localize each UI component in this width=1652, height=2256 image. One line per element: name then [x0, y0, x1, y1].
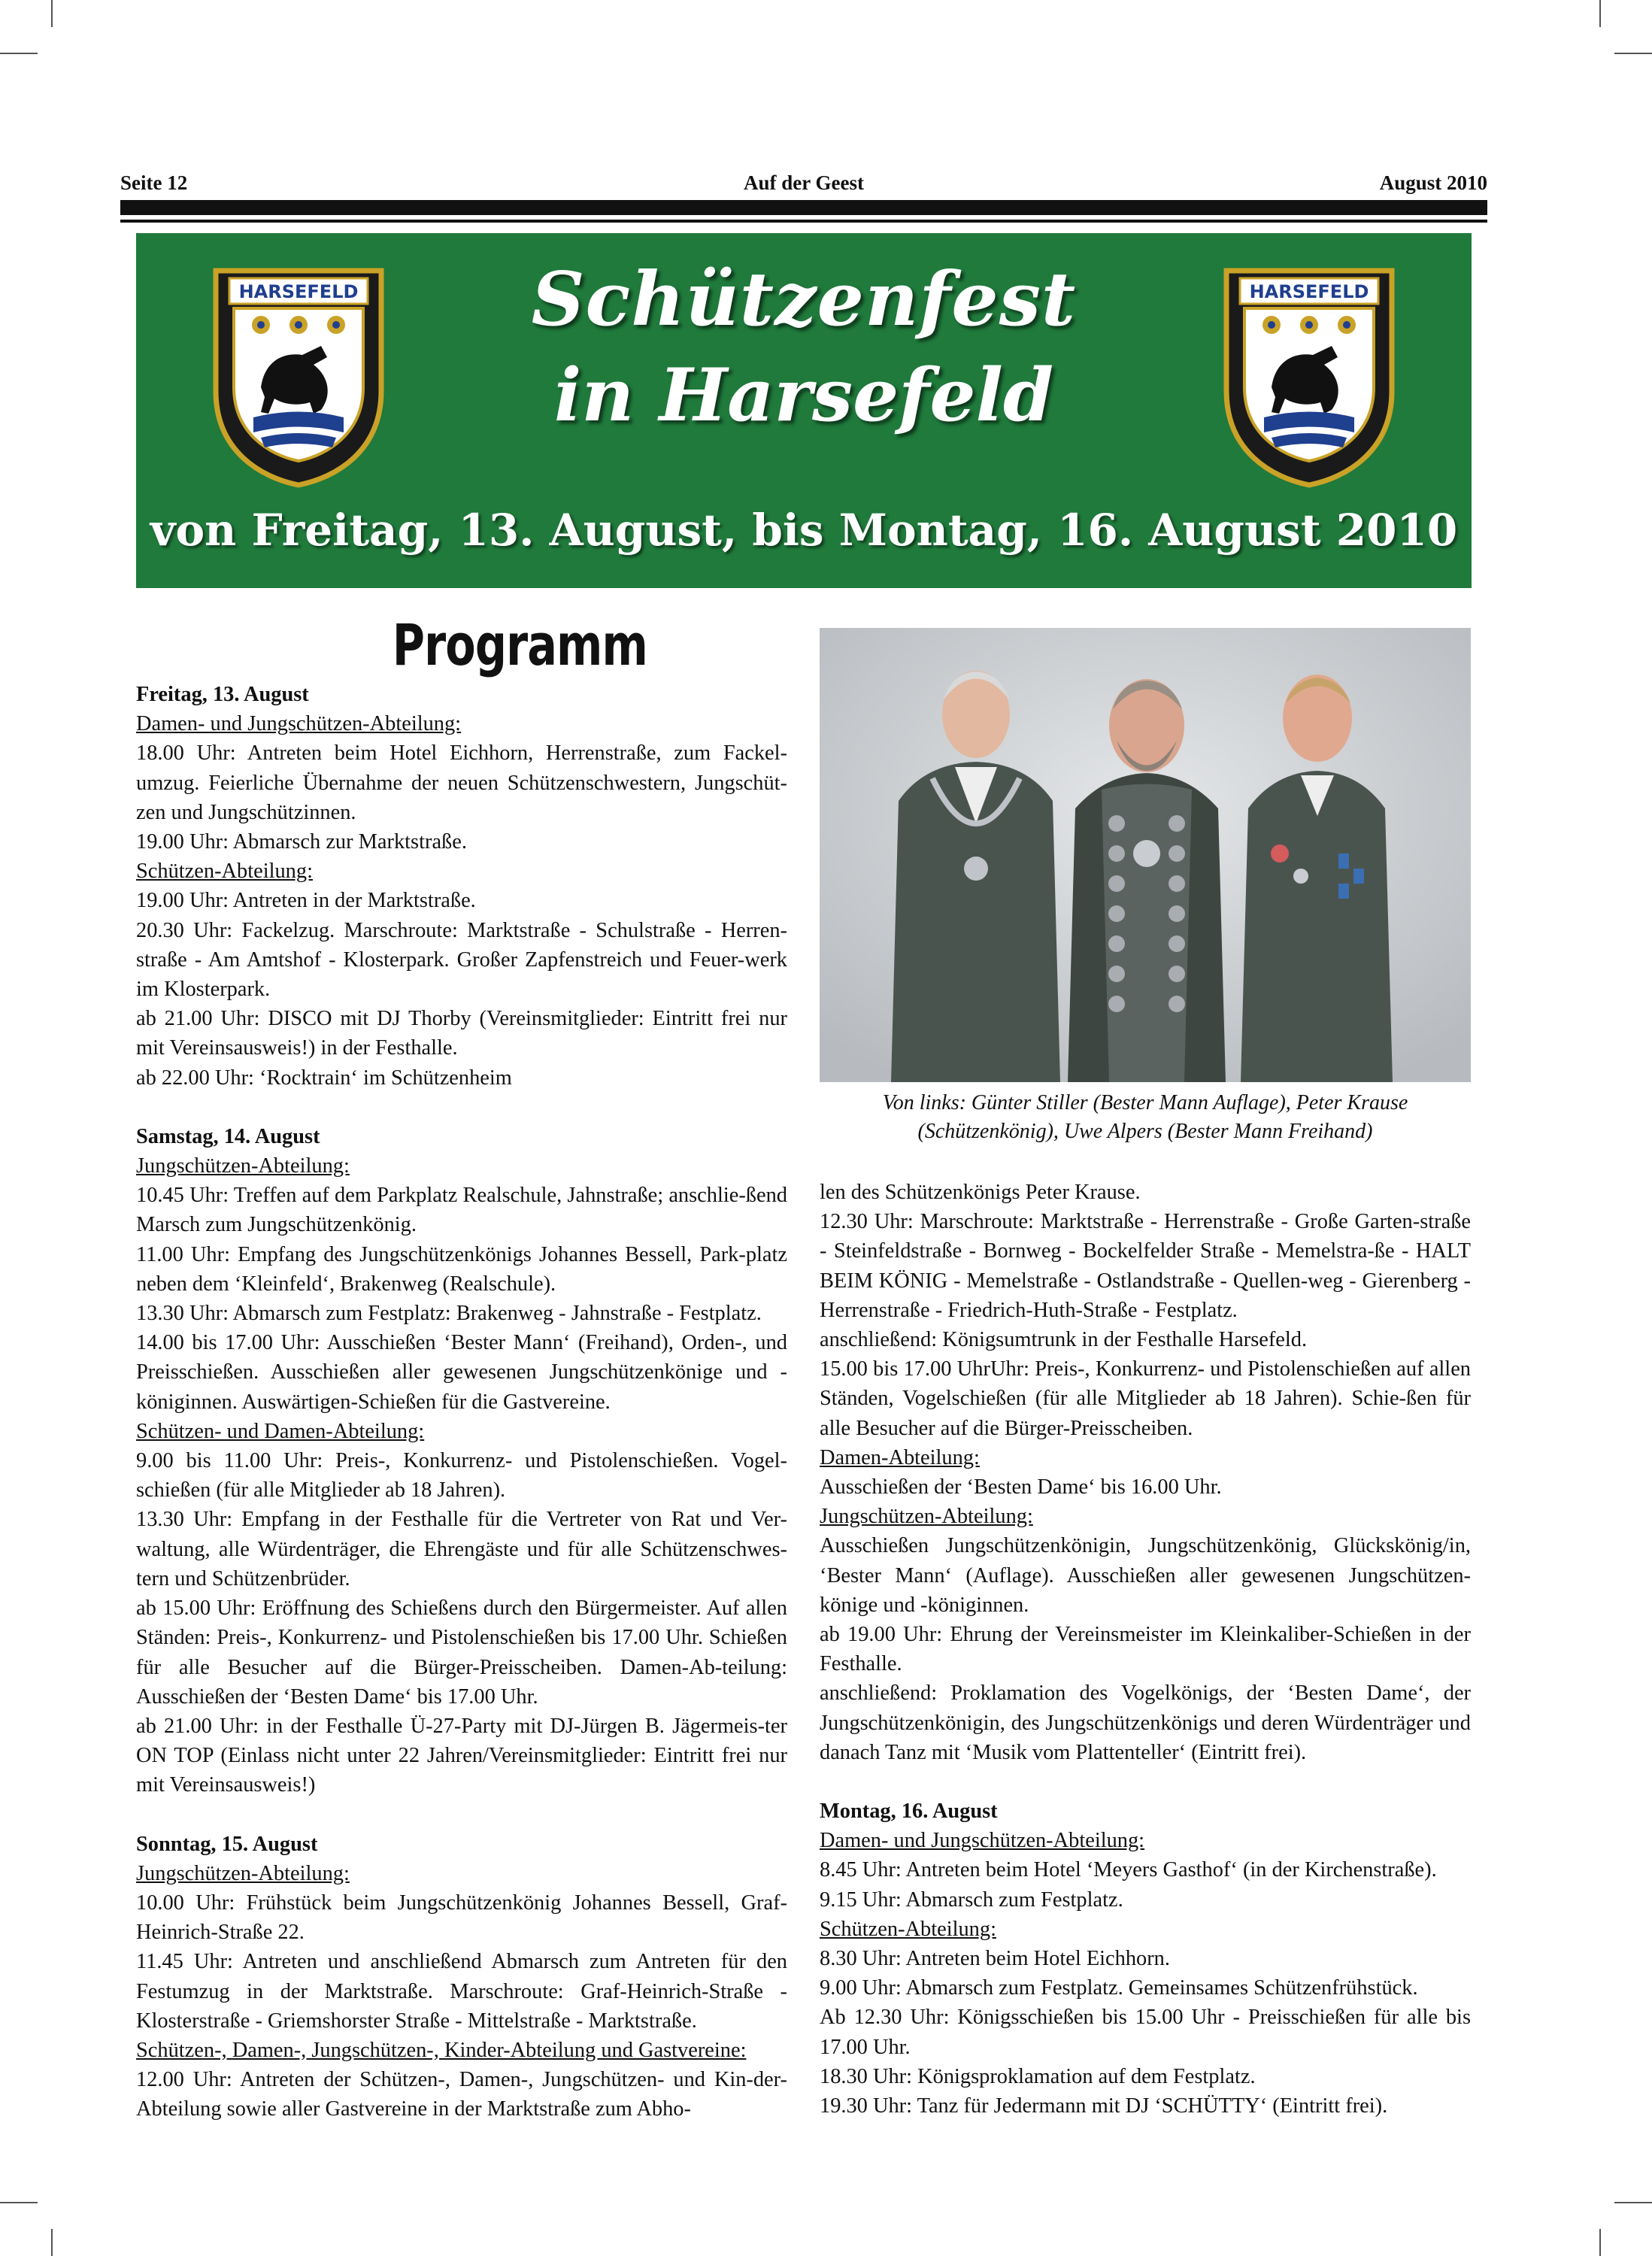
section-heading: Schützen-, Damen-, Jungschützen-, Kinder-Abteilung und Gastvereine:: [136, 2038, 747, 2062]
schedule-entry: 15.00 bis 17.00 UhrUhr: Preis-, Konkurrenz- und Pistolenschießen auf allen Ständen, Vogelschießen (für alle Mitglieder ab 18 Jahren). Schie-ßen für alle Besucher auf die Bürger-Preisscheiben.: [820, 1357, 1471, 1440]
day-heading: Montag, 16. August: [820, 1800, 998, 1824]
spacer: [136, 1800, 787, 1830]
event-banner: [136, 233, 1472, 588]
schedule-entry: anschließend: Proklamation des Vogelkönigs, der ‘Besten Dame‘, der Jungschützenkönigin, des Jungschützenkönigs und deren Würdenträger und danach Tanz mit ‘Musik vom Plattenteller‘ (Eintritt frei).: [820, 1681, 1471, 1764]
crop-mark: [1614, 53, 1652, 54]
page-number: Seite 12: [120, 171, 188, 194]
schedule-entry: 13.30 Uhr: Empfang in der Festhalle für die Vertreter von Rat und Ver-waltung, alle Würdenträger, die Ehrengäste und für alle Schützenschwes-tern und Schützenbrüder.: [136, 1508, 787, 1590]
day-heading: Samstag, 14. August: [136, 1124, 320, 1148]
schedule-entry: 9.00 Uhr: Abmarsch zum Festplatz. Gemeinsames Schützenfrühstück.: [820, 1976, 1418, 2000]
section-heading: Jungschützen-Abteilung:: [136, 1154, 350, 1178]
schedule-entry: Ausschießen Jungschützenkönigin, Jungschützenkönig, Glückskönig/in, ‘Bester Mann‘ (Auflage). Ausschießen aller gewesenen Jungschützen-könige und -königinnen.: [820, 1534, 1471, 1617]
schedule-entry: 10.45 Uhr: Treffen auf dem Parkplatz Realschule, Jahnstraße; anschlie-ßend Marsch zum Jungschützenkönig.: [136, 1184, 787, 1237]
crop-mark: [1599, 0, 1601, 27]
schedule-entry: ab 22.00 Uhr: ‘Rocktrain‘ im Schützenheim: [136, 1066, 512, 1090]
schedule-entry: len des Schützenkönigs Peter Krause.: [820, 1181, 1141, 1204]
schedule-entry: 14.00 bis 17.00 Uhr: Ausschießen ‘Bester Mann‘ (Freihand), Orden-, und Preisschießen. Ausschießen aller gewesenen Jungschützenkönige und -königinnen. Auswärtigen-Schießen für die Gastvereine.: [136, 1331, 787, 1414]
section-heading: Jungschützen-Abteilung:: [820, 1505, 1033, 1529]
schedule-entry: 19.30 Uhr: Tanz für Jedermann mit DJ ‘SCHÜTTY‘ (Eintritt frei).: [820, 2094, 1388, 2118]
schedule-entry: ab 21.00 Uhr: in der Festhalle Ü-27-Party mit DJ-Jürgen B. Jägermeis-ter ON TOP (Einlass nicht unter 22 Jahren/Vereinsmitglieder: Eintritt frei nur mit Vereinsausweis!): [136, 1714, 787, 1797]
schedule-entry: Ausschießen der ‘Besten Dame‘ bis 16.00 Uhr.: [820, 1475, 1222, 1499]
banner-title: Schützenfest: [531, 256, 1077, 343]
schedule-entry: 12.00 Uhr: Antreten der Schützen-, Damen-, Jungschützen- und Kin-der-Abteilung sowie aller Gastvereine in der Marktstraße zum Abho-: [136, 2068, 787, 2121]
header-rule: [120, 200, 1487, 215]
schedule-entry: anschließend: Königsumtrunk in der Festhalle Harsefeld.: [820, 1328, 1308, 1352]
crop-mark: [1614, 2202, 1652, 2203]
section-heading: Jungschützen-Abteilung:: [136, 1861, 350, 1885]
crest-top-text: HARSEFELD: [1249, 281, 1369, 302]
schedule-entry: ab 15.00 Uhr: Eröffnung des Schießens durch den Bürgermeister. Auf allen Ständen: Preis-, Konkurrenz- und Pistolenschießen bis 17.00 Uhr. Schießen für alle Besucher auf die Bürger-Preisscheiben. Damen-Ab-teilung: Ausschießen der ‘Besten Dame‘ bis 17.00 Uhr.: [136, 1596, 787, 1709]
spacer: [136, 1093, 787, 1122]
day-heading: Sonntag, 15. August: [136, 1832, 318, 1856]
schedule-entry: ab 19.00 Uhr: Ehrung der Vereinsmeister im Kleinkaliber-Schießen in der Festhalle.: [820, 1623, 1471, 1676]
schedule-entry: 18.00 Uhr: Antreten beim Hotel Eichhorn, Herrenstraße, zum Fackel-umzug. Feierliche Übernahme der neuen Schützenschwestern, Jungschüt-zen und Jungschützinnen.: [136, 741, 787, 824]
schedule-entry: 19.00 Uhr: Abmarsch zur Marktstraße.: [136, 830, 467, 854]
schedule-entry: 8.45 Uhr: Antreten beim Hotel ‘Meyers Gasthof‘ (in der Kirchenstraße).: [820, 1858, 1437, 1882]
crop-mark: [1599, 2229, 1601, 2256]
program-left-column: [136, 611, 787, 2124]
header-rule-thin: [120, 220, 1487, 223]
schedule-entry: 9.15 Uhr: Abmarsch zum Festplatz.: [820, 1888, 1123, 1912]
section-heading: Schützen- und Damen-Abteilung:: [136, 1419, 425, 1443]
schedule-entry: 11.45 Uhr: Antreten und anschließend Abmarsch zum Antreten für den Festumzug in der Marktstraße. Marschroute: Graf-Heinrich-Straße - Klosterstraße - Griemshorster Straße - Mittelstraße - Marktstraße.: [136, 1950, 787, 2033]
page-header: [120, 168, 1487, 199]
kings-photo: [820, 628, 1471, 1082]
program-title: Programm: [392, 611, 647, 678]
schedule-entry: 18.30 Uhr: Königsproklamation auf dem Festplatz.: [820, 2064, 1256, 2088]
section-heading: Damen- und Jungschützen-Abteilung:: [136, 712, 462, 736]
issue-date: August 2010: [1379, 171, 1487, 194]
banner-dates: von Freitag, 13. August, bis Montag, 16. August 2010: [150, 505, 1458, 556]
schedule-entry: 9.00 bis 11.00 Uhr: Preis-, Konkurrenz- und Pistolenschießen. Vogel-schießen (für alle Mitglieder ab 18 Jahren).: [136, 1449, 787, 1502]
program-right-column: [820, 1178, 1471, 2121]
schedule-entry: 19.00 Uhr: Antreten in der Marktstraße.: [136, 889, 476, 913]
crop-mark: [0, 53, 38, 54]
crop-mark: [51, 2229, 53, 2256]
schedule-entry: 20.30 Uhr: Fackelzug. Marschroute: Marktstraße - Schulstraße - Herren-straße - Am Amtshof - Klosterpark. Großer Zapfenstreich und Feuer-werk im Klosterpark.: [136, 918, 787, 1002]
crop-mark: [51, 0, 53, 27]
crop-mark: [0, 2202, 38, 2203]
section-heading: Schützen-Abteilung:: [820, 1917, 996, 1941]
schedule-entry: Ab 12.30 Uhr: Königsschießen bis 15.00 Uhr - Preisschießen für alle bis 17.00 Uhr.: [820, 2006, 1471, 2059]
program-text-right: [820, 1178, 1471, 2121]
schedule-entry: 8.30 Uhr: Antreten beim Hotel Eichhorn.: [820, 1947, 1170, 1971]
section-heading: Damen-Abteilung:: [820, 1445, 980, 1469]
publication-name: Auf der Geest: [744, 171, 864, 194]
crest-top-text: HARSEFELD: [238, 281, 359, 302]
section-heading: Damen- und Jungschützen-Abteilung:: [820, 1829, 1145, 1853]
banner-subtitle: in Harsefeld: [553, 353, 1054, 438]
schedule-entry: 11.00 Uhr: Empfang des Jungschützenkönigs Johannes Bessell, Park-platz neben dem ‘Kleinfeld‘, Brakenweg (Realschule).: [136, 1242, 787, 1296]
schedule-entry: ab 21.00 Uhr: DISCO mit DJ Thorby (Vereinsmitglieder: Eintritt frei nur mit Vereinsausweis!) in der Festhalle.: [136, 1007, 787, 1060]
schedule-entry: 12.30 Uhr: Marschroute: Marktstraße - Herrenstraße - Große Garten-straße - Steinfeldstraße - Bornweg - Bockelfelder Straße - Memelstra-ße - HALT BEIM KÖNIG - Memelstraße - Ostlandstraße - Quellen-weg - Gierenberg - Herrenstraße - Friedrich-Huth-Straße - Festplatz.: [820, 1210, 1471, 1322]
spacer: [820, 1767, 1471, 1797]
schedule-entry: 10.00 Uhr: Frühstück beim Jungschützenkönig Johannes Bessell, Graf-Heinrich-Straße 22.: [136, 1891, 787, 1945]
day-heading: Freitag, 13. August: [136, 683, 309, 706]
program-text-left: [136, 680, 787, 2124]
photo-caption: Von links: Günter Stiller (Bester Mann Auflage), Peter Krause (Schützenkönig), Uwe Alpers (Bester Mann Freihand): [882, 1091, 1408, 1143]
section-heading: Schützen-Abteilung:: [136, 860, 313, 884]
schedule-entry: 13.30 Uhr: Abmarsch zum Festplatz: Brakenweg - Jahnstraße - Festplatz.: [136, 1302, 762, 1326]
